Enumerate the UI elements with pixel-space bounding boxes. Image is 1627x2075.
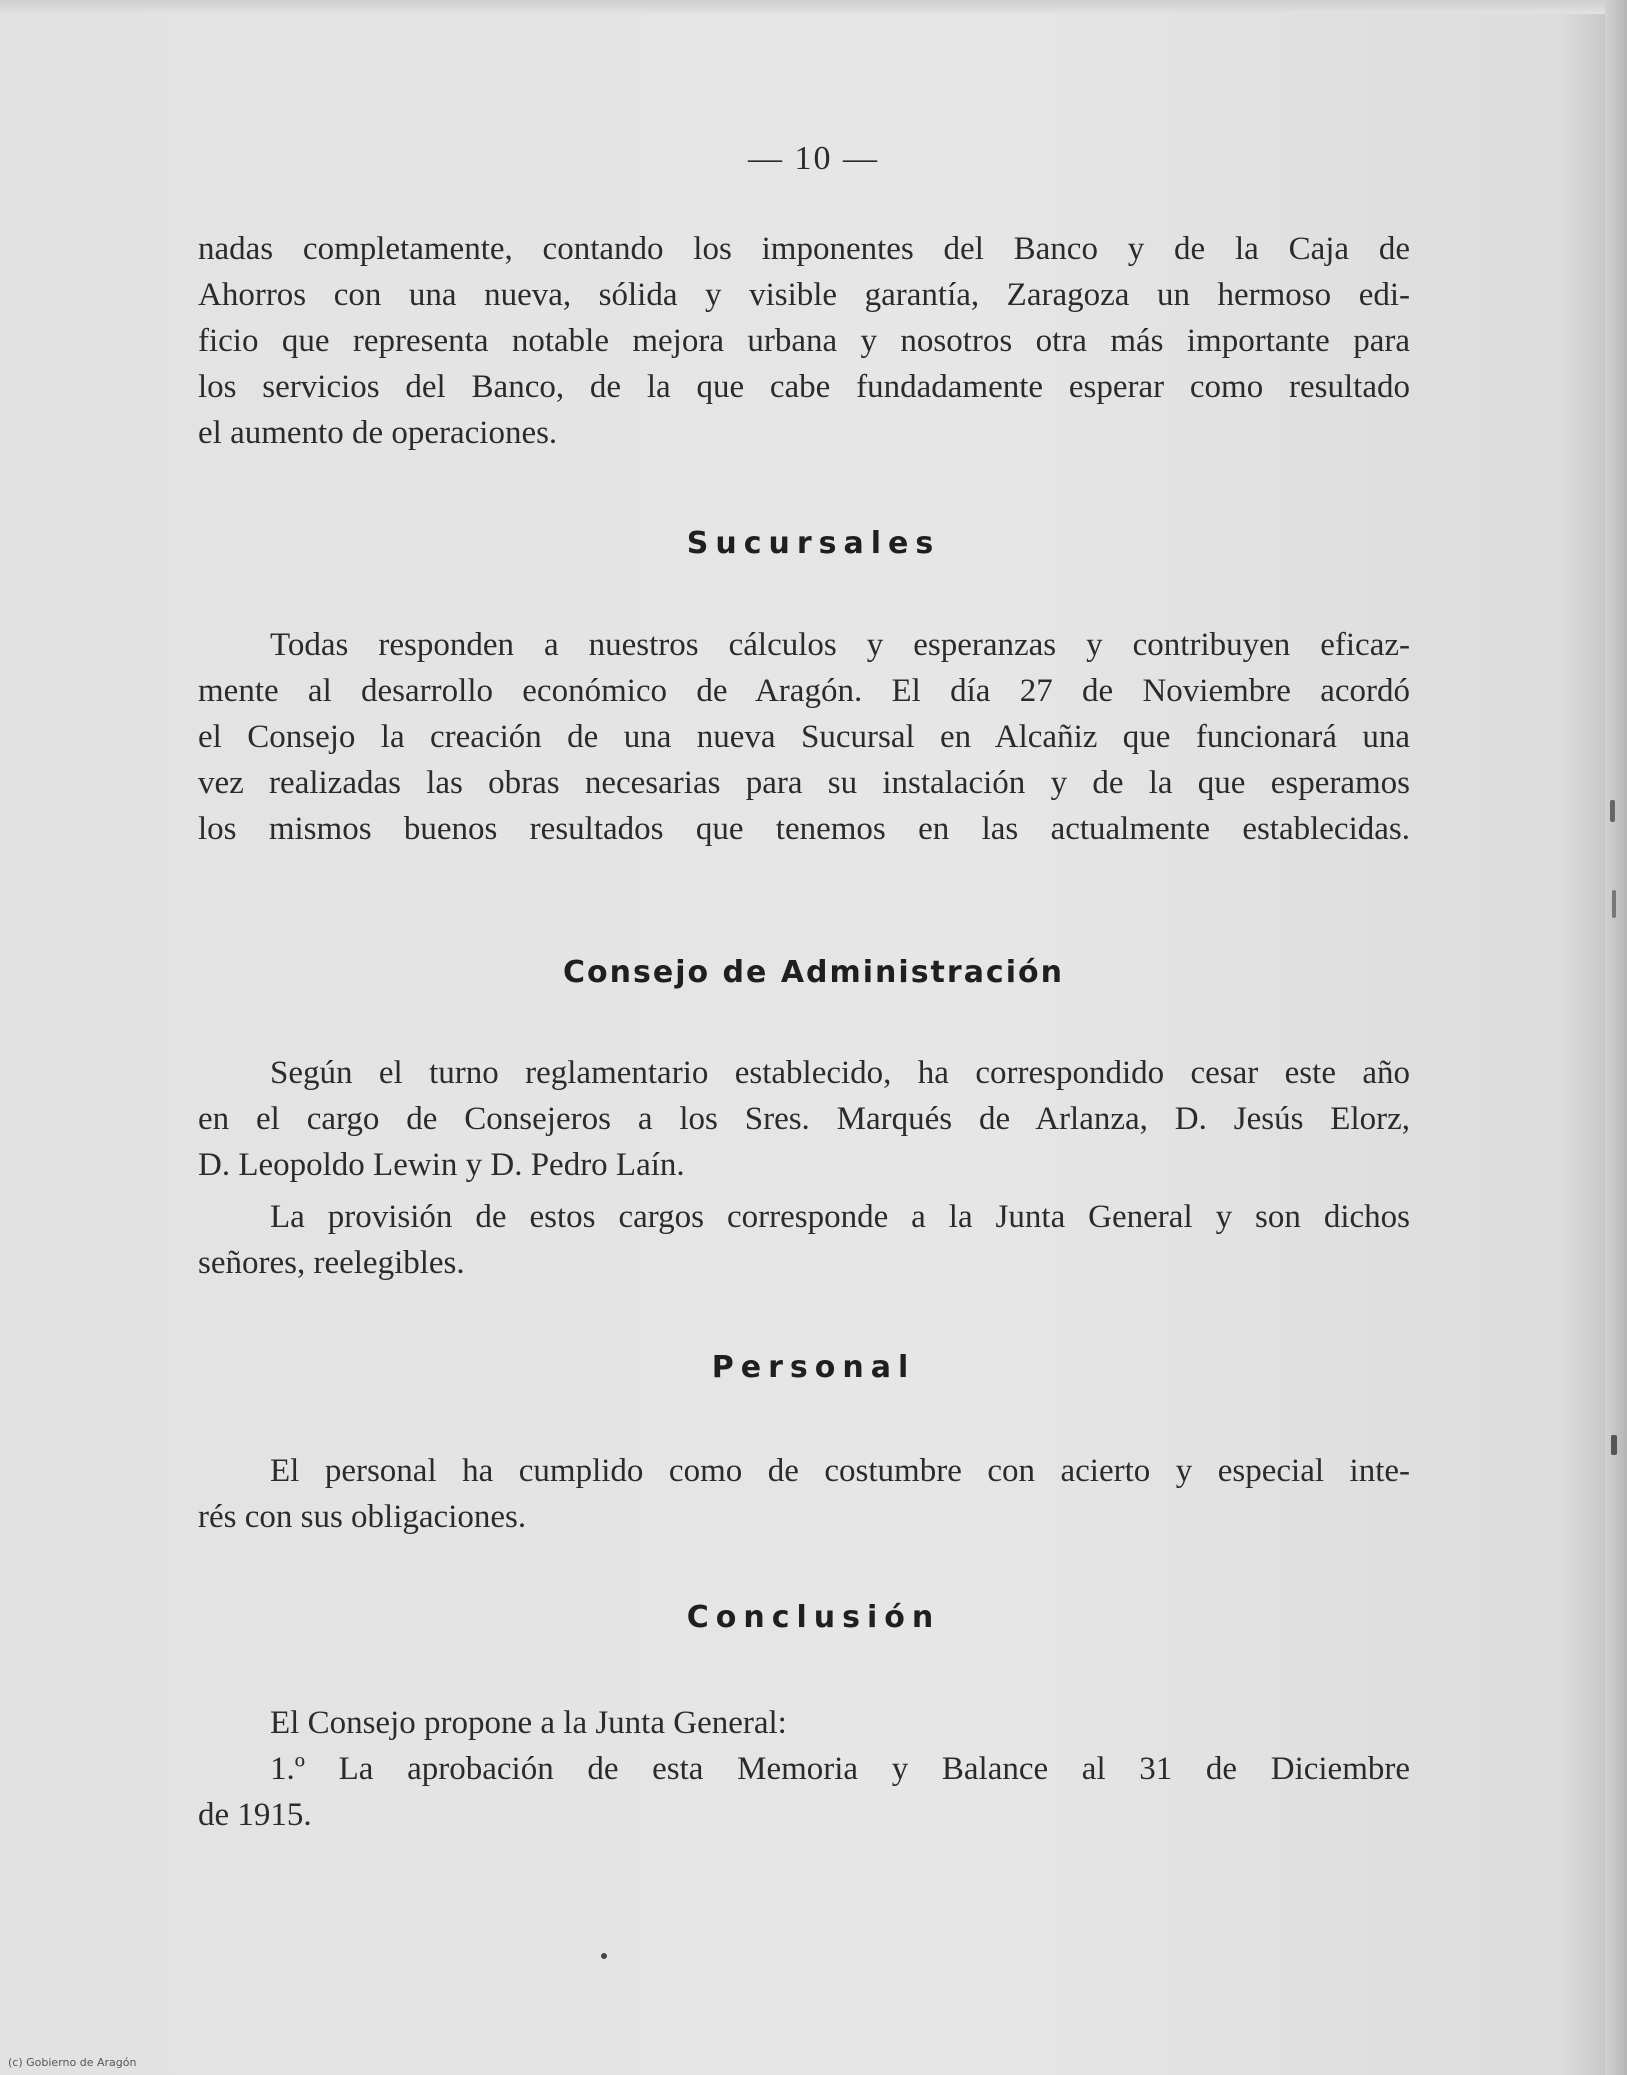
text-line: Según el turno reglamentario establecido, ha correspondido cesar este año — [270, 1055, 1410, 1091]
text-line: rés con sus obligaciones. — [198, 1499, 527, 1535]
scan-speck — [1610, 800, 1615, 822]
text-line: los servicios del Banco, de la que cabe fundadamente esperar como resultado — [198, 369, 1410, 405]
scan-speck — [601, 1953, 607, 1959]
scan-speck — [1611, 1435, 1617, 1455]
conclusion-item-1 — [198, 1746, 1410, 1838]
text-line: de 1915. — [198, 1797, 312, 1833]
text-line: en el cargo de Consejeros a los Sres. Marqués de Arlanza, D. Jesús Elorz, — [198, 1101, 1410, 1137]
text-line: 1.º La aprobación de esta Memoria y Balance al 31 de Diciembre — [270, 1751, 1410, 1787]
text-line: los mismos buenos resultados que tenemos en las actualmente establecidas. — [198, 811, 1410, 847]
text-line: Ahorros con una nueva, sólida y visible garantía, Zaragoza un hermoso edi- — [198, 277, 1410, 313]
text-line: el aumento de operaciones. — [198, 415, 558, 451]
text-line: La provisión de estos cargos corresponde a la Junta General y son dichos — [270, 1199, 1410, 1235]
text-line: Todas responden a nuestros cálculos y esperanzas y contribuyen eficaz- — [270, 627, 1410, 663]
text-line: señores, reelegibles. — [198, 1245, 465, 1281]
text-line: el Consejo la creación de una nueva Sucursal en Alcañiz que funcionará una — [198, 719, 1410, 755]
paragraph-conclusion-intro — [198, 1700, 1410, 1746]
text-line: vez realizadas las obras necesarias para su instalación y de la que esperamos — [198, 765, 1410, 801]
paragraph-sucursales — [198, 622, 1410, 852]
paragraph-consejo-a — [198, 1050, 1410, 1188]
heading-sucursales: Sucursales — [686, 526, 941, 561]
text-line: D. Leopoldo Lewin y D. Pedro Laín. — [198, 1147, 685, 1183]
paragraph-personal — [198, 1448, 1410, 1540]
page-top-edge — [0, 0, 1627, 14]
page-binding-shadow — [1605, 0, 1627, 2075]
scan-speck — [1612, 890, 1616, 918]
heading-conclusion: Conclusión — [686, 1600, 941, 1635]
page-number: — 10 — — [748, 140, 879, 177]
text-line: ficio que representa notable mejora urbana y nosotros otra más importante para — [198, 323, 1410, 359]
heading-consejo: Consejo de Administración — [563, 955, 1064, 990]
watermark: (c) Gobierno de Aragón — [8, 2056, 137, 2069]
text-line: El Consejo propone a la Junta General: — [270, 1705, 787, 1741]
text-line: mente al desarrollo económico de Aragón. El día 27 de Noviembre acordó — [198, 673, 1410, 709]
text-line: nadas completamente, contando los imponentes del Banco y de la Caja de — [198, 231, 1410, 267]
heading-personal: Personal — [711, 1350, 916, 1385]
text-line: El personal ha cumplido como de costumbre con acierto y especial inte- — [270, 1453, 1410, 1489]
paragraph-intro — [198, 226, 1410, 456]
paragraph-consejo-b — [198, 1194, 1410, 1286]
